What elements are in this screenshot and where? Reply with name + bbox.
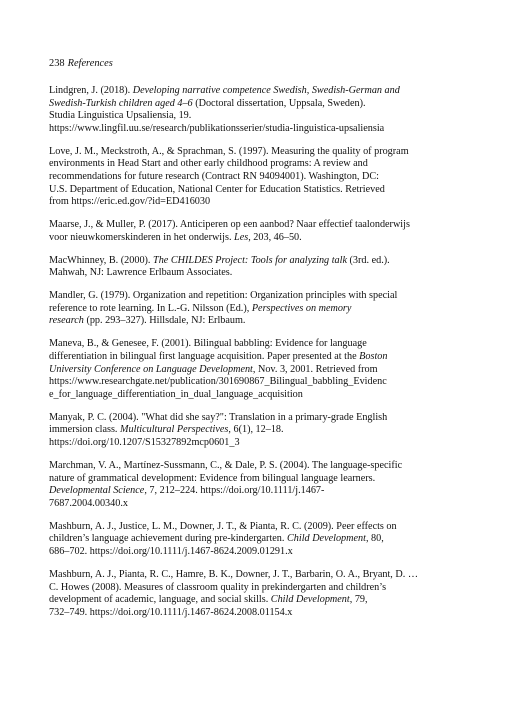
italic-text: Les (234, 231, 249, 243)
text-run: 686–702. https://doi.org/10.1111/j.1467-8624.2009.01291.x (49, 545, 293, 557)
reference-line (49, 437, 479, 450)
text-run: , 203, 46–50. (248, 231, 302, 243)
text-run: e_for_language_differentiation_in_dual_language_acquisition (49, 388, 303, 400)
reference-line (49, 196, 479, 209)
reference-entry (49, 521, 479, 559)
text-run: , 80, (365, 533, 384, 545)
text-run: children’s language achievement during pre-kindergarten. (49, 533, 287, 545)
text-run: Manyak, P. C. (2004). "What did she say?": Translation in a primary-grade English (49, 411, 388, 423)
reference-line (49, 459, 479, 473)
reference-line (49, 581, 479, 595)
reference-line (49, 231, 479, 245)
text-run: from https://eric.ed.gov/?id=ED416030 (49, 196, 211, 208)
reference-line (49, 183, 479, 197)
reference-line (49, 338, 479, 351)
reference-line (49, 145, 479, 159)
text-run: Mashburn, A. J., Justice, L. M., Downer, J. T., & Pianta, R. C. (2009). Peer effects on (49, 520, 397, 532)
italic-text: Developmental Science (49, 485, 145, 497)
section-title: References (67, 58, 113, 69)
italic-text: Multicultural Perspectives (120, 424, 229, 436)
reference-line (49, 497, 479, 511)
text-run: reference to rote learning. In L.-G. Nilsson (Ed.), (49, 302, 252, 314)
reference-line (49, 170, 479, 184)
reference-entry (49, 412, 479, 450)
reference-entry (49, 219, 479, 244)
text-run: voor nieuwkomerskinderen in het onderwijs. (49, 231, 235, 243)
reference-line (49, 351, 479, 364)
reference-entry (49, 290, 479, 328)
reference-line (49, 388, 479, 402)
reference-line (49, 606, 479, 620)
text-run: (3rd. ed.). (346, 254, 390, 266)
text-run: , 6(1), 12–18. (228, 424, 284, 436)
text-run: Studia Linguistica Upsaliensia, 19. (49, 110, 192, 122)
reference-line (49, 290, 479, 303)
text-run: Maarse, J., & Muller, P. (2017). Anticiperen op een aanbod? Naar effectief taalonderwijs (49, 219, 410, 231)
italic-text: research (49, 315, 84, 327)
text-run: , 79, (349, 594, 368, 606)
text-run: Maneva, B., & Genesee, F. (2001). Bilingual babbling: Evidence for language (49, 338, 367, 350)
reference-line (49, 302, 479, 316)
italic-text: Child Development (270, 594, 350, 606)
reference-entry (49, 338, 479, 401)
reference-line (49, 315, 479, 328)
reference-list (49, 85, 479, 630)
reference-entry (49, 85, 479, 135)
reference-line (49, 363, 479, 377)
reference-line (49, 85, 479, 98)
italic-text: Developing narrative competence Swedish, Swedish-German and (132, 85, 400, 96)
text-run: MacWhinney, B. (2000). (49, 254, 154, 266)
reference-line (49, 533, 479, 546)
text-run: C. Howes (2008). Measures of classroom quality in prekindergarten and children’s (49, 581, 387, 593)
reference-line (49, 376, 479, 389)
reference-line (49, 594, 479, 607)
text-run: immersion class. (49, 424, 121, 436)
text-run: U.S. Department of Education, National Center for Education Statistics. Retrieved (49, 183, 385, 195)
reference-entry (49, 255, 479, 280)
text-run: , Nov. 3, 2001. Retrieved from (252, 363, 378, 375)
text-run: , 7, 212–224. https://doi.org/10.1111/j.1467- (144, 485, 325, 497)
text-run: differentiation in bilingual first language acquisition. Paper presented at the (49, 351, 360, 363)
italic-text: University Conference on Language Development (49, 363, 253, 375)
italic-text: The CHILDES Project: Tools for analyzing talk (153, 254, 347, 266)
reference-line (49, 485, 479, 498)
text-run: Marchman, V. A., Martínez-Sussmann, C., & Dale, P. S. (2004). The language-specific (49, 459, 403, 471)
text-run: (pp. 293–327). Hillsdale, NJ: Erlbaum. (83, 315, 246, 327)
text-run: environments in Head Start and other early childhood programs: A review and (49, 158, 368, 170)
text-run: https://www.lingfil.uu.se/research/publikationsserier/studia-linguistica-upsaliensia (49, 122, 385, 134)
reference-line (49, 424, 479, 437)
text-run: recommendations for future research (Contract RN 94094001). Washington, DC: (49, 170, 380, 182)
reference-line (49, 254, 479, 268)
italic-text: Child Development (287, 533, 366, 545)
italic-text: Swedish-Turkish children aged 4–6 (49, 97, 193, 109)
text-run: development of academic, language, and social skills. (49, 594, 271, 606)
reference-entry (49, 146, 479, 209)
text-run: Mahwah, NJ: Lawrence Erlbaum Associates. (49, 267, 233, 279)
reference-line (49, 472, 479, 486)
italic-text: Boston (359, 351, 388, 363)
page-number: 238 (49, 58, 65, 69)
text-run: Lindgren, J. (2018). (49, 85, 133, 96)
reference-entry (49, 460, 479, 510)
text-run: https://doi.org/10.1207/S15327892mcp0601_3 (49, 437, 240, 448)
text-run: (Doctoral dissertation, Uppsala, Sweden). (192, 97, 366, 109)
text-run: Love, J. M., Meckstroth, A., & Sprachman, S. (1997). Measuring the quality of program (49, 145, 409, 157)
text-run: Mandler, G. (1979). Organization and repetition: Organization principles with special (49, 290, 398, 302)
reference-line (49, 219, 479, 232)
reference-line (49, 411, 479, 425)
text-run: Mashburn, A. J., Pianta, R. C., Hamre, B. K., Downer, J. T., Barbarin, O. A., Bryant, D. … (49, 568, 419, 580)
text-run: nature of grammatical development: Evidence from bilingual language learners. (49, 472, 376, 484)
reference-line (49, 568, 479, 582)
reference-line (49, 520, 479, 534)
text-run: 732–749. https://doi.org/10.1111/j.1467-8624.2008.01154.x (49, 606, 293, 618)
reference-line (49, 110, 479, 123)
reference-entry (49, 569, 479, 619)
italic-text: Perspectives on memory (251, 302, 352, 314)
reference-line (49, 97, 479, 111)
reference-line (49, 545, 479, 559)
reference-line (49, 158, 479, 171)
text-run: 7687.2004.00340.x (49, 497, 128, 509)
running-header (49, 57, 113, 70)
reference-line (49, 122, 479, 136)
reference-line (49, 267, 479, 280)
text-run: https://www.researchgate.net/publication/301690867_Bilingual_babbling_Evidenc (49, 376, 387, 388)
